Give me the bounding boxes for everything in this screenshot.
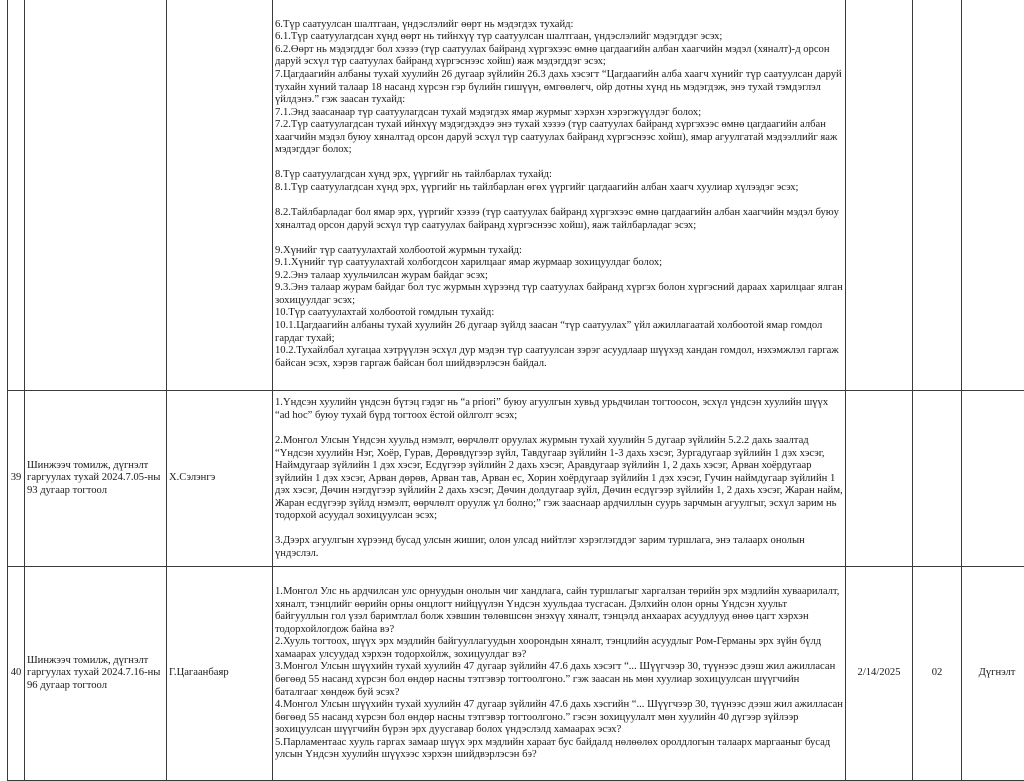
paragraph-gap: [275, 523, 843, 536]
paragraph-gap: [275, 423, 843, 436]
paragraph-gap: [275, 157, 843, 170]
question-line: 8.2.Тайлбарладаг бол ямар эрх, үүргийг хэзээ (түр саатуулах байранд хүргэхээс өмнө цагдаагийн албан хаагчийн мэдэл буюу хяналтад орсон даруй эсхүл түр саатуулах байранд хүргэснээс хойш), яаж тайлбарладаг эсэх;: [275, 207, 843, 232]
question-line: 7.2.Түр саатуулагдсан тухай ийнхүү мэдэгдэхдээ энэ тухай хэзээ (түр саатуулах байранд хүргэхээс өмнө цагдаагийн албан хаагчийн мэдэл буюу хяналтад орсон даруй эсхүл түр саатуулах байранд хүргэснээс хойш), ямар агуулгатай мэдээллийг яаж мэдэгддэг болох;: [275, 119, 843, 157]
question-line: 9.1.Хүнийг түр саатуулахтай холбогдсон харилцааг ямар журмаар зохицуулдаг болох;: [275, 257, 843, 270]
question-line: 6.2.Өөрт нь мэдэгддэг бол хэзээ (түр саатуулах байранд хүргэхээс өмнө цагдаагийн албан хаагчийн мэдэл (хяналт)-д орсон даруй эсхүл түр саатуулах байранд хүргэснээс хойш) яаж мэдэгддэг эсэх;: [275, 44, 843, 69]
question-line: 9.Хүнийг түр саатуулахтай холбоотой журмын тухайд:: [275, 245, 843, 258]
question-line: 7.Цагдаагийн албаны тухай хуулийн 26 дугаар зүйлийн 26.3 дахь хэсэгт “Цагдаагийн алба хаагч хүнийг түр саатуулсан даруй тухайн хүний талаар 18 насанд хүрсэн гэр бүлийн гишүүн, өмгөөлөгч, ойр дотны хүнд нь мэдэгдэж, энэ тухай тэмдэглэл үйлдэнэ.” гэж заасан тухайд:: [275, 69, 843, 107]
question-line: 4.Монгол Улсын шүүхийн тухай хуулийн 47 дугаар зүйлийн 47.6 дахь хэсгийн “... Шүүгчээр 30, түүнээс дээш жил ажилласан бөгөөд 55 насанд хүрсэн бол өндөр насны тэтгэвэр тогтоолгоно.” гэсэн зохицуулалт мөн хуулийн 40 дүгээр зүйлээр зохицуулсан шүүгчийн бүрэн эрх дуусгавар болох үндэслэлд хамаарах эсэх?: [275, 699, 843, 737]
question-line: 5.Парламентаас хууль гаргах замаар шүүх эрх мэдлийн хараат бус байдалд нөлөөлөх оролдлогын талаарх маргааныг бусад улсын Үндсэн хуулийн шүүхээс хэрхэн шийдвэрлэсэн бэ?: [275, 737, 843, 762]
row-number: 39: [8, 391, 25, 567]
table-row: [8, 391, 1024, 567]
records-table: [7, 0, 1024, 781]
row-code: 02: [913, 567, 962, 781]
question-line: 1.Монгол Улс нь ардчилсан улс орнуудын онолын чиг хандлага, сайн туршлагыг харгалзан төрийн эрх мэдлийн хуваарилалт, хяналт, тэнцлийг өөрийн орны онцлогт нийцүүлэн Үндсэн хуульдаа тусгасан. Дэлхийн олон орны Үндсэн хуульт байгууллын гол үзэл баримтлал болж хэвшин төлөвшсөн энэхүү хяналт, тэнцэлд анхаарах асуудлууд өнөө цагт хэрхэн тодорхойлогдож байна вэ?: [275, 586, 843, 636]
row-number: [8, 0, 25, 391]
question-line: 9.3.Энэ талаар журам байдаг бол тус журмын хүрээнд түр саатуулах байранд хүргэх болон хүргэсний дараах харилцааг ялган зохицуулдаг эсэх;: [275, 282, 843, 307]
row-date: [846, 391, 913, 567]
row-person: [167, 0, 273, 391]
row-title: [25, 0, 167, 391]
question-line: 9.2.Энэ талаар хуульчилсан журам байдаг эсэх;: [275, 270, 843, 283]
question-line: 6.1.Түр саатуулагдсан хүнд өөрт нь тийнхүү түр саатуулсан шалтгаан, үндэслэлийг мэдэгддэг эсэх;: [275, 31, 843, 44]
row-person: Х.Сэлэнгэ: [167, 391, 273, 567]
row-date: 2/14/2025: [846, 567, 913, 781]
question-line: 10.1.Цагдаагийн албаны тухай хуулийн 26 дугаар зүйлд заасан “түр саатуулах” үйл ажиллагаатай холбоотой ямар гомдол гардаг тухай;: [275, 320, 843, 345]
row-questions: [273, 567, 846, 781]
row-title: Шинжээч томилж, дүгнэлт гаргуулах тухай 2024.7.05-ны 93 дугаар тогтоол: [25, 391, 167, 567]
table-row: [8, 567, 1024, 781]
row-type: Дүгнэлт: [962, 567, 1024, 781]
row-type: [962, 391, 1024, 567]
row-title: Шинжээч томилж, дүгнэлт гаргуулах тухай 2024.7.16-ны 96 дугаар тогтоол: [25, 567, 167, 781]
row-code: [913, 0, 962, 391]
question-line: 3.Монгол Улсын шүүхийн тухай хуулийн 47 дугаар зүйлийн 47.6 дахь хэсэгт “... Шүүгчээр 30, түүнээс дээш жил ажилласан бөгөөд 55 насанд хүрсэн бол өндөр насны тэтгэвэр тогтоолгоно.” гэж заасан нь мөн хуулиар зохицуулсан шүүгчийн баталгааг хөндөж буй эсэх?: [275, 661, 843, 699]
paragraph-gap: [275, 195, 843, 208]
row-questions: [273, 391, 846, 567]
table-row: [8, 0, 1024, 391]
question-line: 1.Үндсэн хуулийн үндсэн бүтэц гэдэг нь “a priori” буюу агуулгын хувьд урьдчилан тогтоосон, эсхүл үндсэн хуулийн шүүх “ad hoc” буюу тухай бүрд тогтоох ёстой ойлголт эсэх;: [275, 397, 843, 422]
row-person: Г.Цагаанбаяр: [167, 567, 273, 781]
row-number: 40: [8, 567, 25, 781]
question-line: 3.Дээрх агуулгын хүрээнд бусад улсын жишиг, олон улсад нийтлэг хэрэглэгддэг зарим туршлага, энэ талаарх онолын үндэслэл.: [275, 535, 843, 560]
question-line: 2.Монгол Улсын Үндсэн хуульд нэмэлт, өөрчлөлт оруулах журмын тухай хуулийн 5 дугаар зүйлийн 5.2.2 дахь заалтад “Үндсэн хуулийн Нэг, Хоёр, Гурав, Дөрөвдүгээр зүйл, Тавдугаар зүйлийн 1-3 дахь хэсэг, Зургадугаар зүйлийн 1 дэх хэсэг, Наймдугаар зүйлийн 1 дэх хэсэг, Есдүгээр зүйлийн 2 дахь хэсэг, Аравдугаар зүйлийн 1, 2 дахь хэсэг, Арван хоёрдугаар зүйлийн 1 дэх хэсэг, Арван дөрөв, Арван тав, Арван ес, Хорин хоёрдугаар зүйлийн 1 дэх хэсэг, Гучин наймдугаар зүйлийн 1 дэх хэсэг, Дөчин нэгдүгээр зүйлийн 2 дахь хэсэг, Дөчин долдугаар зүйл, Дөчин есдүгээр зүйлийн 1, 2 дахь хэсэг, Жаран найм, Жаран есдүгээр зүйлд нэмэлт, өөрчлөлт оруулж үл болно;” гэж зааснаар ардчиллын суурь зарчмын агуулгыг, эсхүл зарим нь тодорхой асуудал зохицуулсан эсэх;: [275, 435, 843, 523]
question-line: 8.Түр саатуулагдсан хүнд эрх, үүргийг нь тайлбарлах тухайд:: [275, 169, 843, 182]
row-date: [846, 0, 913, 391]
paragraph-gap: [275, 232, 843, 245]
row-type: [962, 0, 1024, 391]
question-line: 8.1.Түр саатуулагдсан хүнд эрх, үүргийг нь тайлбарлан өгөх үүргийг цагдаагийн албан хаагч хуулиар хүлээдэг эсэх;: [275, 182, 843, 195]
row-code: [913, 391, 962, 567]
question-line: 7.1.Энд заасанаар түр саатуулагдсан тухай мэдэгдэх ямар журмыг хэрхэн хэрэгжүүлдэг болох;: [275, 107, 843, 120]
question-line: 6.Түр саатуулсан шалтгаан, үндэслэлийг өөрт нь мэдэгдэх тухайд:: [275, 19, 843, 32]
question-line: 10.2.Тухайлбал хугацаа хэтрүүлэн эсхүл дур мэдэн түр саатуулсан зэрэг асуудлаар шүүхэд хандан гомдол, нэхэмжлэл гаргаж байсан эсэх, хэрэв гаргаж байсан бол шийдвэрлэсэн байдал.: [275, 345, 843, 370]
question-line: 2.Хууль тогтоох, шүүх эрх мэдлийн байгууллагуудын хоорондын хяналт, тэнцлийн асуудлыг Ром-Германы эрх зүйн бүлд хамаарах улсуудад хэрхэн тодорхойлж, зохицуулдаг вэ?: [275, 636, 843, 661]
row-questions: [273, 0, 846, 391]
question-line: 10.Түр саатуулахтай холбоотой гомдлын тухайд:: [275, 307, 843, 320]
